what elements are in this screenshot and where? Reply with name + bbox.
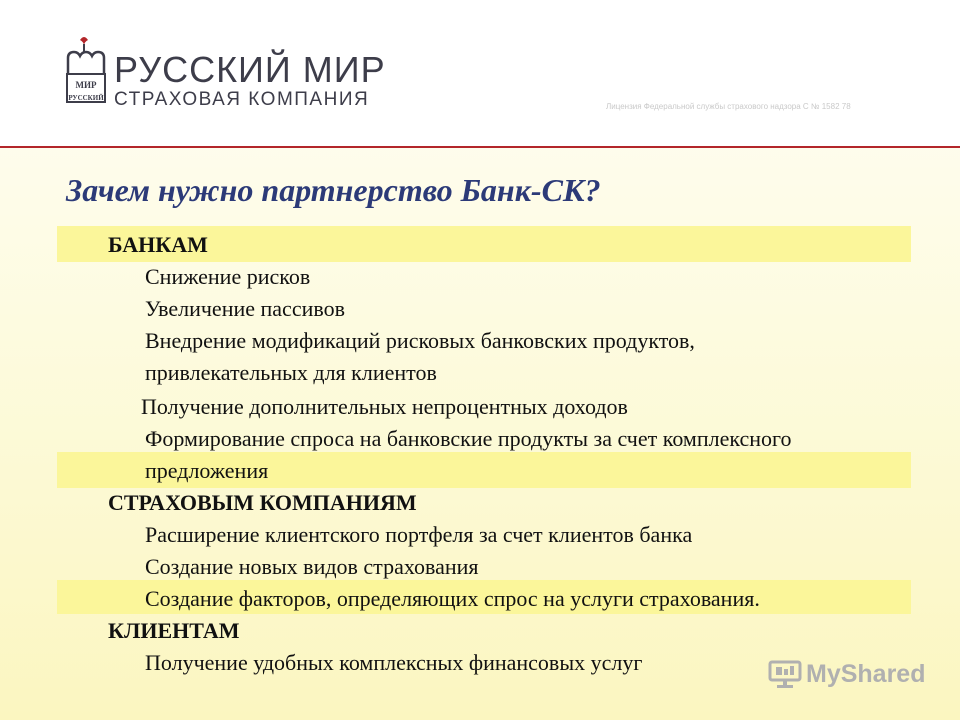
list-item: Создание новых видов страхования — [145, 554, 479, 579]
watermark — [768, 656, 928, 692]
list-item: Снижение рисков — [145, 264, 311, 289]
list-item: Внедрение модификаций рисковых банковских продуктов, — [145, 328, 695, 353]
list-item: Формирование спроса на банковские продукты за счет комплексного — [145, 426, 792, 451]
company-emblem-icon — [62, 34, 110, 110]
company-name: РУССКИЙ МИР — [114, 49, 386, 90]
company-subtitle: СТРАХОВАЯ КОМПАНИЯ — [114, 89, 370, 110]
list-item: Получение удобных комплексных финансовых услуг — [145, 650, 643, 675]
presentation-screen-icon — [768, 659, 802, 689]
emblem-text-bottom: РУССКИЙ — [68, 94, 104, 102]
section-heading-insurers: СТРАХОВЫМ КОМПАНИЯМ — [108, 490, 417, 515]
section-heading-banks: БАНКАМ — [108, 232, 208, 257]
license-note: Лицензия Федеральной службы страхового надзора С № 1582 78 — [606, 102, 851, 111]
list-item: привлекательных для клиентов — [145, 360, 437, 385]
list-item: Получение дополнительных непроцентных доходов — [141, 394, 628, 419]
list-item: Расширение клиентского портфеля за счет клиентов банка — [145, 522, 693, 547]
slide-header — [0, 0, 960, 148]
list-item: предложения — [145, 458, 269, 483]
header-divider — [0, 146, 960, 148]
section-heading-clients: КЛИЕНТАМ — [108, 618, 240, 643]
slide-title: Зачем нужно партнерство Банк-СК? — [66, 172, 601, 208]
list-item: Увеличение пассивов — [145, 296, 345, 321]
watermark-text: MyShared — [806, 659, 926, 688]
emblem-text-top: МИР — [75, 80, 97, 90]
list-item: Создание факторов, определяющих спрос на услуги страхования. — [145, 586, 760, 611]
